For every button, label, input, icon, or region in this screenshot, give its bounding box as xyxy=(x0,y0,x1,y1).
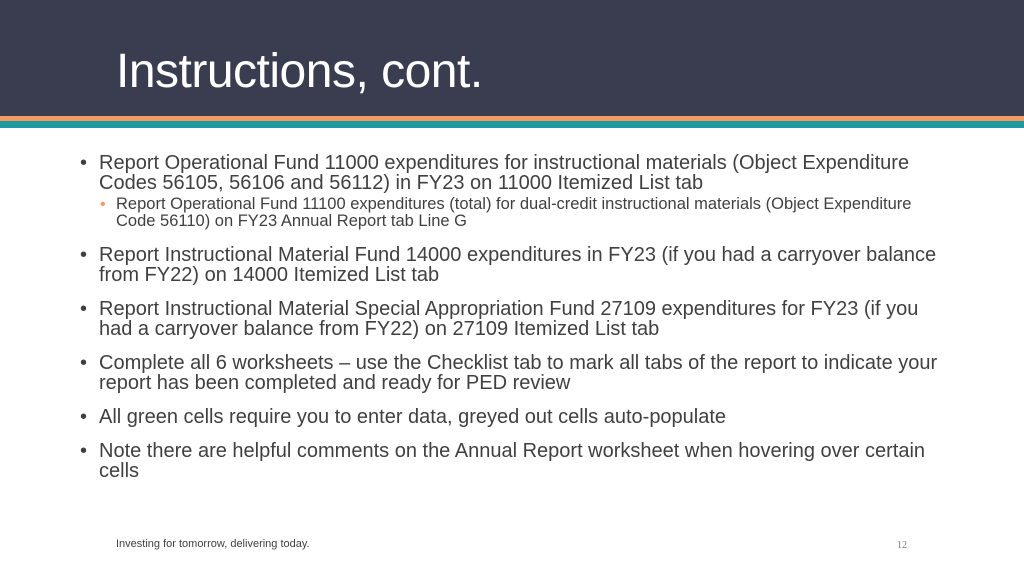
bullet-text: Note there are helpful comments on the Annual Report worksheet when hovering over certain cells xyxy=(99,440,926,482)
slide-title: Instructions, cont. xyxy=(116,45,483,98)
sub-bullet-text: Report Operational Fund 11100 expenditures (total) for dual-credit instructional materials (Object Expenditure Code 56110) on FY23 Annual Report tab Line G xyxy=(116,195,912,230)
bullet-text: All green cells require you to enter data, greyed out cells auto-populate xyxy=(99,406,727,428)
bullet-dot: • xyxy=(80,244,88,266)
bullet-item xyxy=(80,153,940,193)
bullet-item xyxy=(80,245,940,285)
sub-bullet-item xyxy=(80,196,940,230)
bullet-item xyxy=(80,407,940,427)
accent-stripe-teal xyxy=(0,121,1024,128)
bullet-text: Report Instructional Material Special Appropriation Fund 27109 expenditures for FY23 (if you had a carryover balance from FY22) on 27109 Itemized List tab xyxy=(99,298,919,340)
bullet-dot: • xyxy=(80,298,88,320)
bullet-dot: • xyxy=(80,406,88,428)
sub-bullet-dot: • xyxy=(100,196,106,213)
footer-tagline: Investing for tomorrow, delivering today. xyxy=(116,538,310,550)
bullet-item xyxy=(80,441,940,481)
bullet-item xyxy=(80,299,940,339)
bullet-dot: • xyxy=(80,352,88,374)
bullet-text: Complete all 6 worksheets – use the Checklist tab to mark all tabs of the report to indicate your report has been completed and ready for PED review xyxy=(99,352,938,394)
bullet-text: Report Operational Fund 11000 expenditures for instructional materials (Object Expenditure Codes 56105, 56106 and 56112) in FY23 on 11000 Itemized List tab xyxy=(99,152,910,194)
bullet-text: Report Instructional Material Fund 14000 expenditures in FY23 (if you had a carryover balance from FY22) on 14000 Itemized List tab xyxy=(99,244,937,286)
title-bar xyxy=(0,0,1024,116)
page-number: 12 xyxy=(897,540,907,551)
bullet-item xyxy=(80,353,940,393)
bullet-dot: • xyxy=(80,152,88,174)
bullet-dot: • xyxy=(80,440,88,462)
bullet-list xyxy=(80,153,940,481)
